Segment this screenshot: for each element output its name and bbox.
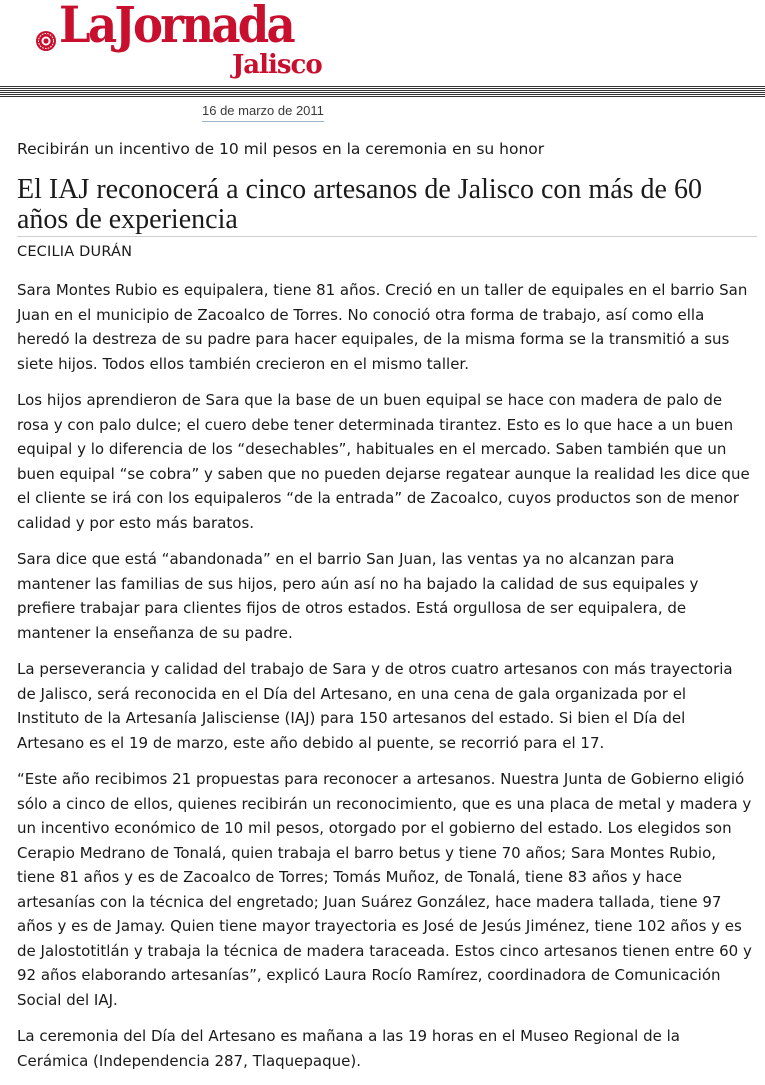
article-kicker: Recibirán un incentivo de 10 mil pesos en la ceremonia en su honor — [17, 140, 545, 158]
seal-icon — [35, 30, 57, 52]
article-paragraph: Sara Montes Rubio es equipalera, tiene 81 años. Creció en un taller de equipales en el barrio San Juan en el municipio de Zacoalco de Torres. No conoció otra forma de trabajo, así como ella heredó la destreza de su padre para hacer equipales, de la misma forma se la transmitió a sus siete hijos. Todos ellos también crecieron en el mismo taller. — [17, 281, 748, 373]
article-paragraph: Los hijos aprendieron de Sara que la base de un buen equipal se hace con madera de palo de rosa y con palo dulce; el cuero debe tener determinada tirantez. Esto es lo que hace a un buen equipal y lo diferencia de los “desechables”, habituales en el mercado. Saben también que un buen equipal “se cobra” y saben que no pueden dejarse regatear aunque la realidad les dice que el cliente se irá con los equipaleros “de la entrada” de Zacoalco, cuyos productos son de menor calidad y por esto más baratos. — [17, 391, 750, 532]
masthead-divider — [0, 86, 765, 97]
newspaper-logo[interactable] — [35, 0, 345, 84]
article-paragraph: “Este año recibimos 21 propuestas para reconocer a artesanos. Nuestra Junta de Gobierno eligió sólo a cinco de ellos, quienes recibirán un reconocimiento, que es una placa de metal y madera y un incentivo económico de 10 mil pesos, otorgado por el gobierno del estado. Los elegidos son Cerapio Medrano de Tonalá, quien trabaja el barro betus y tiene 70 años; Sara Montes Rubio, tiene 81 años y es de Zacoalco de Torres; Tomás Muñoz, de Tonalá, tiene 83 años y hace artesanías con la técnica del engretado; Juan Suárez González, hace madera tallada, tiene 97 años y es de Jamay. Quien tiene mayor trayectoria es José de Jesús Jiménez, tiene 102 años y es de Jalostotitlán y trabaja la técnica de madera taraceada. Estos cinco artesanos tienen entre 60 y 92 años elaborando artesanías”, explicó Laura Rocío Ramírez, coordinadora de Comunicación Social del IAJ. — [17, 770, 752, 1009]
article-byline: CECILIA DURÁN — [17, 244, 133, 260]
article-paragraph: La perseverancia y calidad del trabajo de Sara y de otros cuatro artesanos con más trayectoria de Jalisco, será reconocida en el Día del Artesano, en una cena de gala organizada por el Instituto de la Artesanía Jalisciense (IAJ) para 150 artesanos del estado. Si bien el Día del Artesano es el 19 de marzo, este año debido al puente, se recorrió para el 17. — [17, 660, 733, 752]
logo-edition: Jalisco — [232, 50, 322, 80]
article-headline: El IAJ reconocerá a cinco artesanos de Jalisco con más de 60 años de experiencia — [17, 175, 757, 237]
publication-date: 16 de marzo de 2011 — [202, 103, 324, 122]
article-paragraph: La ceremonia del Día del Artesano es mañana a las 19 horas en el Museo Regional de la Cerámica (Independencia 287, Tlaquepaque). — [17, 1027, 680, 1070]
logo-wordmark: LaJornada — [59, 0, 294, 54]
article-paragraph: Sara dice que está “abandonada” en el barrio San Juan, las ventas ya no alcanzan para mantener las familias de sus hijos, pero aún así no ha bajado la calidad de sus equipales y prefiere trabajar para clientes fijos de otros estados. Está orgullosa de ser equipalera, de mantener la enseñanza de su padre. — [17, 550, 699, 642]
masthead — [0, 0, 765, 100]
article-body — [17, 278, 752, 1085]
